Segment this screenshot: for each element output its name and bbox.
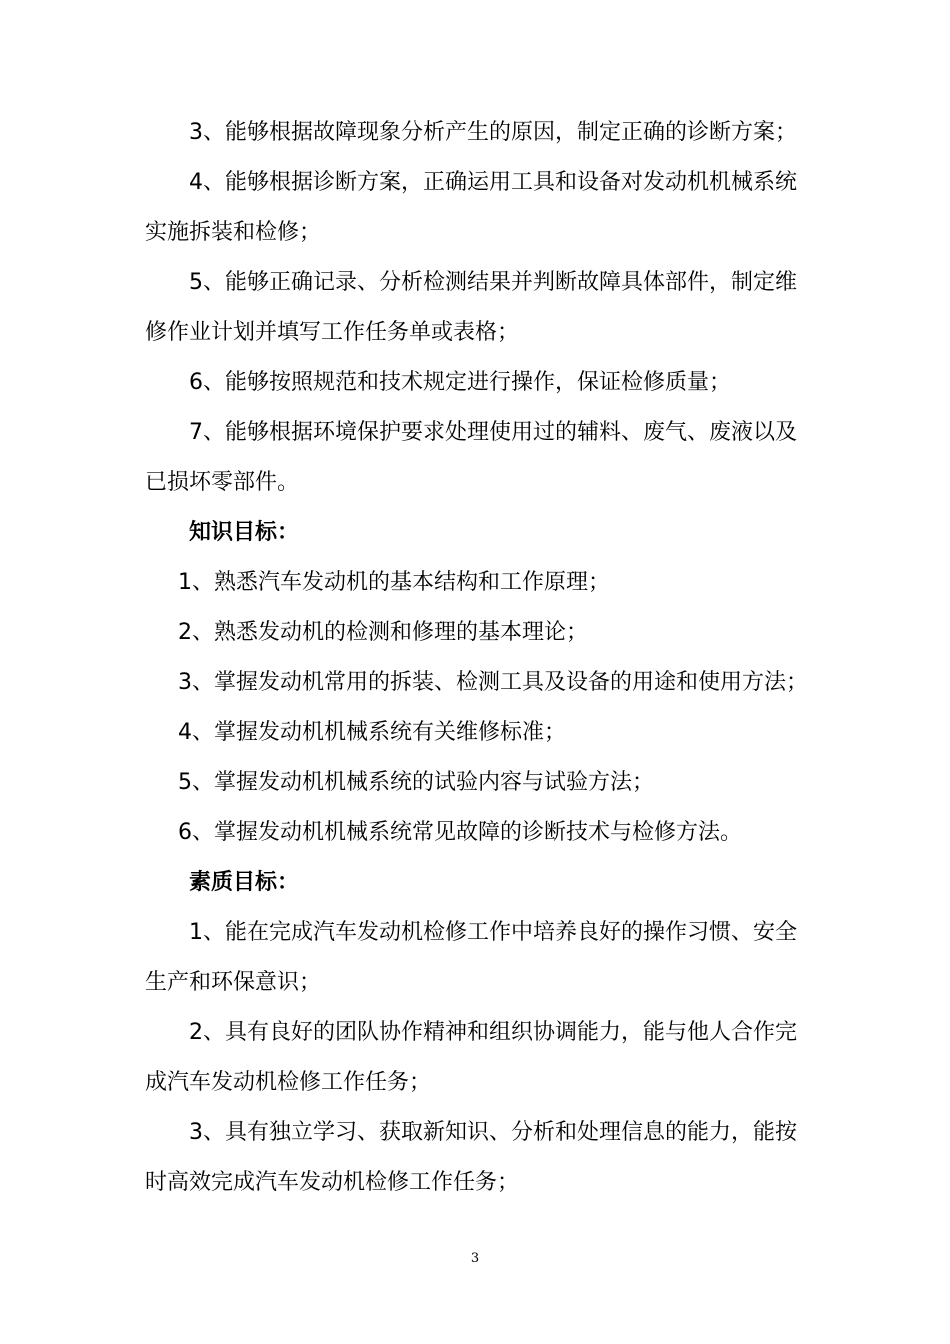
ability-item-7-line-2: 已损坏零部件。 <box>145 470 300 495</box>
quality-heading: 素质目标： <box>189 870 300 895</box>
quality-item-3-line-2: 时高效完成汽车发动机检修工作任务； <box>145 1170 520 1195</box>
quality-item-2-line-2: 成汽车发动机检修工作任务； <box>145 1070 432 1095</box>
ability-item-3: 3、能够根据故障现象分析产生的原因，制定正确的诊断方案； <box>189 120 797 145</box>
knowledge-item: 4、掌握发动机机械系统有关维修标准； <box>178 720 566 745</box>
knowledge-item: 6、掌握发动机机械系统常见故障的诊断技术与检修方法。 <box>178 820 742 845</box>
knowledge-item: 2、熟悉发动机的检测和修理的基本理论； <box>178 620 588 645</box>
quality-item-1-line-1: 1、能在完成汽车发动机检修工作中培养良好的操作习惯、安全 <box>189 920 797 945</box>
ability-item-5-line-2: 修作业计划并填写工作任务单或表格； <box>145 320 520 345</box>
quality-item-2-line-1: 2、具有良好的团队协作精神和组织协调能力，能与他人合作完 <box>189 1020 797 1045</box>
quality-item-1-line-2: 生产和环保意识； <box>145 970 322 995</box>
ability-item-4-line-2: 实施拆装和检修； <box>145 220 322 245</box>
knowledge-item: 5、掌握发动机机械系统的试验内容与试验方法； <box>178 770 654 795</box>
ability-item-7-line-1: 7、能够根据环境保护要求处理使用过的辅料、废气、废液以及 <box>189 420 797 445</box>
ability-item-6: 6、能够按照规范和技术规定进行操作，保证检修质量； <box>189 370 731 395</box>
quality-item-3-line-1: 3、具有独立学习、获取新知识、分析和处理信息的能力，能按 <box>189 1120 797 1145</box>
ability-item-5-line-1: 5、能够正确记录、分析检测结果并判断故障具体部件，制定维 <box>189 270 797 295</box>
ability-item-4-line-1: 4、能够根据诊断方案，正确运用工具和设备对发动机机械系统 <box>189 170 797 195</box>
knowledge-item: 1、熟悉汽车发动机的基本结构和工作原理； <box>178 570 610 595</box>
page-number: 3 <box>470 1251 480 1266</box>
knowledge-item: 3、掌握发动机常用的拆装、检测工具及设备的用途和使用方法； <box>178 670 808 695</box>
page-content <box>145 108 815 1208</box>
knowledge-heading: 知识目标： <box>189 520 300 545</box>
